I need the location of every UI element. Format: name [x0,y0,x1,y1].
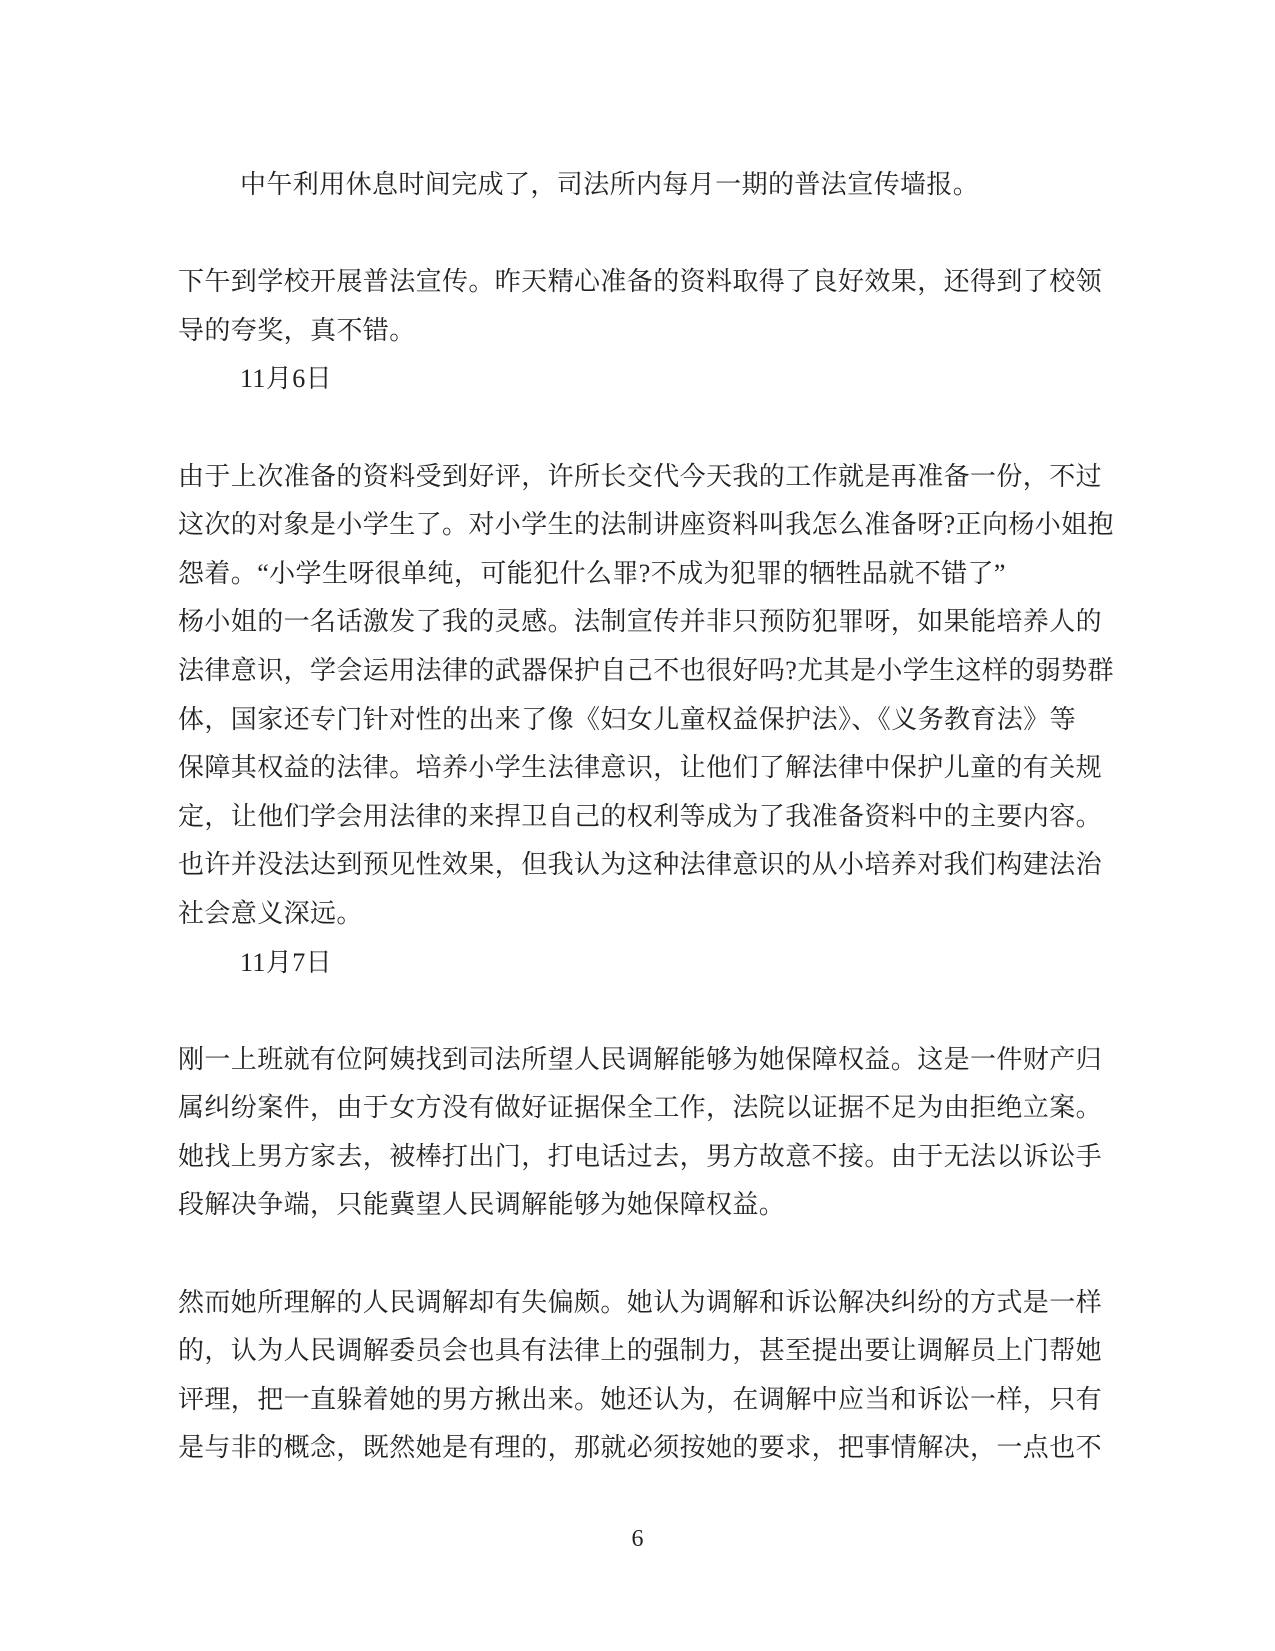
text-line: 怨着。“小学生呀很单纯，可能犯什么罪?不成为犯罪的牺牲品就不错了” [178,558,1006,588]
text-line: 然而她所理解的人民调解却有失偏颇。她认为调解和诉讼解决纠纷的方式是一样 [178,1287,1103,1317]
text-line: 体，国家还专门针对性的出来了像《妇女儿童权益保护法》、《义务教育法》等 [178,704,1077,734]
document-body [178,161,1114,1473]
text-line: 属纠纷案件，由于女方没有做好证据保全工作，法院以证据不足为由拒绝立案。 [178,1093,1103,1123]
blank-line [178,404,1108,453]
text-line: 段解决争端，只能冀望人民调解能够为她保障权益。 [178,1190,786,1220]
text-line: 刚一上班就有位阿姨找到司法所望人民调解能够为她保障权益。这是一件财产归 [178,1044,1103,1074]
text-line: 11月6日 [240,364,333,394]
text-line: 评理，把一直躲着她的男方揪出来。她还认为，在调解中应当和诉讼一样，只有 [178,1384,1103,1414]
blank-line [178,987,1108,1036]
text-line: 法律意识，学会运用法律的武器保护自己不也很好吗?尤其是小学生这样的弱势群 [178,655,1114,685]
blank-line [178,210,1108,259]
text-line: 中午利用休息时间完成了，司法所内每月一期的普法宣传墙报。 [240,170,980,199]
text-line: 社会意义深远。 [178,898,363,928]
blank-line [178,1230,1108,1279]
text-line: 11月7日 [240,947,333,977]
text-line: 杨小姐的一名话激发了我的灵感。法制宣传并非只预防犯罪呀，如果能培养人的 [178,607,1103,637]
text-line: 的，认为人民调解委员会也具有法律上的强制力，甚至提出要让调解员上门帮她 [178,1336,1103,1366]
text-line: 是与非的概念，既然她是有理的，那就必须按她的要求，把事情解决，一点也不 [178,1433,1103,1463]
text-line: 她找上男方家去，被棒打出门，打电话过去，男方故意不接。由于无法以诉讼手 [178,1141,1103,1171]
text-line: 导的夸奖，真不错。 [178,315,416,345]
text-line: 下午到学校开展普法宣传。昨天精心准备的资料取得了良好效果，还得到了校领 [178,267,1103,297]
text-line: 这次的对象是小学生了。对小学生的法制讲座资料叫我怎么准备呀?正向杨小姐抱 [178,510,1114,540]
text-line: 由于上次准备的资料受到好评，许所长交代今天我的工作就是再准备一份，不过 [178,461,1103,491]
text-line: 定，让他们学会用法律的来捍卫自己的权利等成为了我准备资料中的主要内容。 [178,801,1103,831]
text-line: 保障其权益的法律。培养小学生法律意识，让他们了解法律中保护儿童的有关规 [178,753,1103,783]
text-line: 也许并没法达到预见性效果，但我认为这种法律意识的从小培养对我们构建法治 [178,850,1103,880]
page-number: 6 [631,1526,644,1552]
